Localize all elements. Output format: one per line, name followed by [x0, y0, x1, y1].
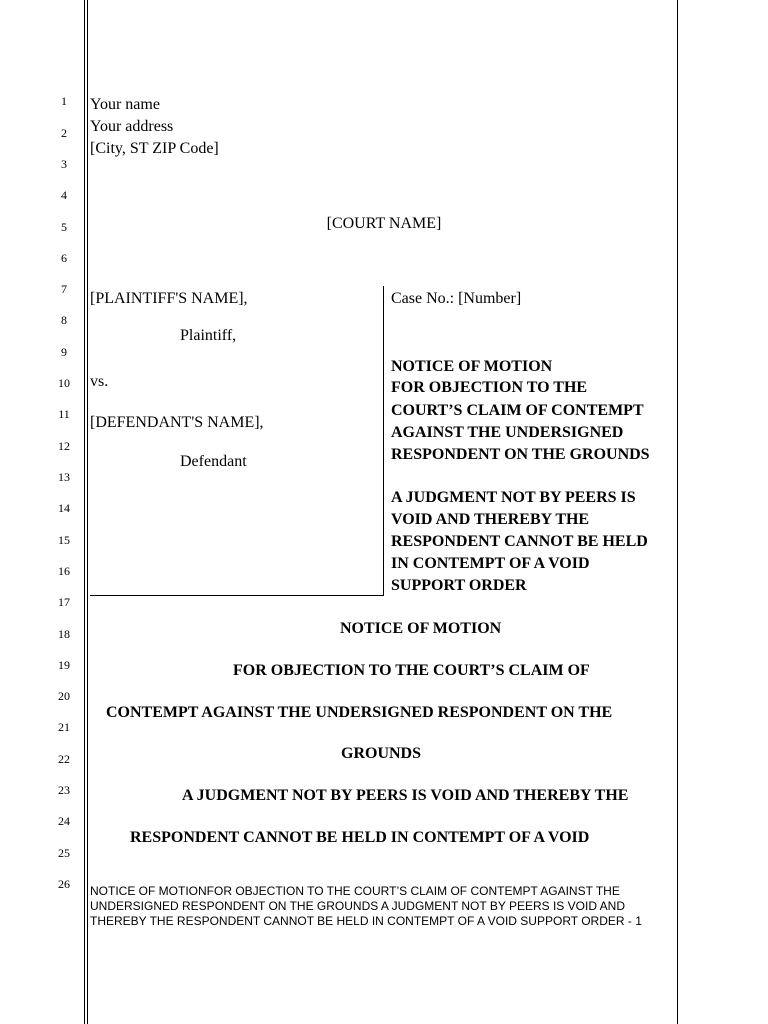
- motion-title-line: RESPONDENT ON THE GROUNDS: [391, 446, 650, 463]
- body-heading-line-4: GROUNDS: [341, 745, 422, 762]
- line-number: 26: [58, 877, 70, 891]
- line-number: 6: [61, 251, 67, 265]
- motion-subtitle-line: VOID AND THEREBY THE: [391, 511, 590, 528]
- line-number: 15: [58, 533, 70, 547]
- plaintiff-role: Plaintiff,: [180, 327, 237, 344]
- line-number: 5: [61, 220, 67, 234]
- case-number: Case No.: [Number]: [391, 290, 522, 307]
- line-number: 16: [58, 564, 70, 578]
- body-heading-line-1: NOTICE OF MOTION: [340, 620, 502, 637]
- line-number: 10: [58, 376, 70, 390]
- motion-subtitle-line: A JUDGMENT NOT BY PEERS IS: [391, 489, 636, 506]
- right-margin-rule: [677, 0, 678, 1024]
- author-city: [City, ST ZIP Code]: [90, 140, 219, 157]
- line-number: 1: [61, 94, 67, 108]
- line-number: 13: [58, 470, 70, 484]
- caption-bottom-rule: [90, 595, 384, 596]
- motion-subtitle-line: SUPPORT ORDER: [391, 577, 527, 594]
- line-number: 8: [61, 313, 67, 327]
- line-number: 7: [61, 282, 67, 296]
- body-heading-line-6: RESPONDENT CANNOT BE HELD IN CONTEMPT OF A VOID: [130, 829, 590, 846]
- body-heading-line-3: CONTEMPT AGAINST THE UNDERSIGNED RESPONDENT ON THE: [106, 704, 613, 721]
- page-footer: NOTICE OF MOTIONFOR OBJECTION TO THE COURT’S CLAIM OF CONTEMPT AGAINST THE UNDERSIGNED RESPONDENT ON THE GROUNDS A JUDGMENT NOT BY PEERS IS VOID AND THEREBY THE RESPONDENT CANNOT BE HELD IN CONTEMPT OF A VOID SUPPORT ORDER - 1: [90, 884, 642, 928]
- author-address: Your address: [90, 118, 174, 135]
- line-number: 14: [58, 501, 70, 515]
- line-number: 19: [58, 658, 70, 672]
- body-heading-line-5: A JUDGMENT NOT BY PEERS IS VOID AND THEREBY THE: [182, 787, 629, 804]
- plaintiff-name: [PLAINTIFF'S NAME],: [90, 290, 248, 307]
- author-name: Your name: [90, 96, 160, 113]
- line-number: 4: [61, 188, 67, 202]
- caption-vertical-rule: [383, 286, 384, 596]
- line-number: 22: [58, 752, 70, 766]
- court-name: [COURT NAME]: [326, 215, 442, 232]
- line-number: 3: [61, 157, 67, 171]
- versus: vs.: [90, 373, 109, 390]
- line-number: 20: [58, 689, 70, 703]
- defendant-role: Defendant: [180, 453, 247, 470]
- left-margin-rule-inner: [87, 0, 88, 1024]
- body-heading-line-2: FOR OBJECTION TO THE COURT’S CLAIM OF: [233, 662, 590, 679]
- line-number: 12: [58, 439, 70, 453]
- line-number: 24: [58, 814, 70, 828]
- line-number: 9: [61, 345, 67, 359]
- line-number: 2: [61, 126, 67, 140]
- motion-title-line: COURT’S CLAIM OF CONTEMPT: [391, 402, 644, 419]
- left-margin-rule-outer: [84, 0, 85, 1024]
- motion-title-line: AGAINST THE UNDERSIGNED: [391, 424, 624, 441]
- motion-subtitle-line: RESPONDENT CANNOT BE HELD: [391, 533, 648, 550]
- line-number: 18: [58, 627, 70, 641]
- defendant-name: [DEFENDANT'S NAME],: [90, 414, 264, 431]
- line-number: 21: [58, 720, 70, 734]
- line-number: 23: [58, 783, 70, 797]
- line-number: 17: [58, 595, 70, 609]
- motion-title-line: NOTICE OF MOTION: [391, 358, 553, 375]
- line-number: 25: [58, 846, 70, 860]
- motion-title-line: FOR OBJECTION TO THE: [391, 379, 588, 396]
- motion-subtitle-line: IN CONTEMPT OF A VOID: [391, 555, 590, 572]
- line-number: 11: [58, 407, 70, 421]
